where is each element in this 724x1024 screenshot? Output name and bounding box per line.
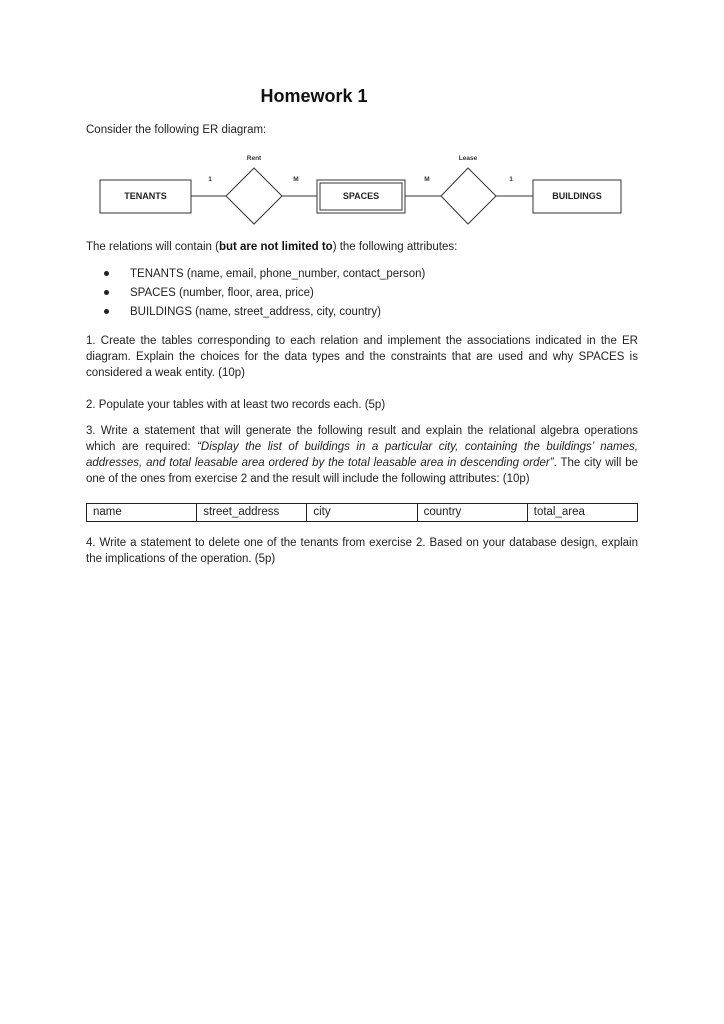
list-item: TENANTS (name, email, phone_number, contact_person) [104,267,425,286]
list-item: SPACES (number, floor, area, price) [104,286,425,305]
entity-buildings-label: BUILDINGS [552,191,602,201]
bullet-icon [104,309,109,314]
table-cell: city [307,504,417,522]
intro-text: Consider the following ER diagram: [86,124,267,136]
page-title: Homework 1 [260,86,368,106]
result-attributes-table [86,503,638,522]
question-4: 4. Write a statement to delete one of the tenants from exercise 2. Based on your database design, explain the implications of the operation. (5p) [86,537,638,565]
question-2: 2. Populate your tables with at least two records each. (5p) [86,399,386,411]
bullet-icon [104,290,109,295]
attributes-list [104,267,425,324]
list-item: BUILDINGS (name, street_address, city, country) [104,305,425,324]
rent-right-cardinality: M [293,176,299,183]
relationship-lease-label: Lease [458,155,478,162]
table-cell: total_area [527,504,637,522]
table-cell: name [87,504,197,522]
entity-tenants-label: TENANTS [124,191,167,201]
attributes-intro: The relations will contain (but are not limited to) the following attributes: [86,241,458,253]
table-cell: country [417,504,527,522]
relationship-lease-diamond [441,168,496,224]
lease-right-cardinality: 1 [509,176,513,183]
table-cell: street_address [197,504,307,522]
relationship-rent-label: Rent [246,155,262,162]
attributes-intro-bold: but are not limited to [218,241,333,253]
question-3: 3. Write a statement that will generate the following result and explain the relational algebra operations which are required: “Display the list of buildings in a particular city, containing the buildings’ names, addresses, and total leasable area ordered by the total leasable area in descending order”. The city will be one of the ones from exercise 2 and the result will include the following attributes: (10p) [86,425,638,485]
lease-left-cardinality: M [424,176,430,183]
relationship-rent-diamond [226,168,282,224]
table-row [87,504,638,522]
er-diagram [86,148,646,228]
bullet-icon [104,271,109,276]
question-3-query: “Display the list of buildings in a particular city, containing the buildings’ names, addresses, and total leasable area ordered by the total leasable area in descending order” [86,441,638,469]
entity-spaces-label: SPACES [342,191,380,201]
rent-left-cardinality: 1 [208,176,212,183]
question-1: 1. Create the tables corresponding to each relation and implement the associations indicated in the ER diagram. Explain the choices for the data types and the constraints that are used and why SPACES is considered a weak entity. (10p) [86,335,638,379]
